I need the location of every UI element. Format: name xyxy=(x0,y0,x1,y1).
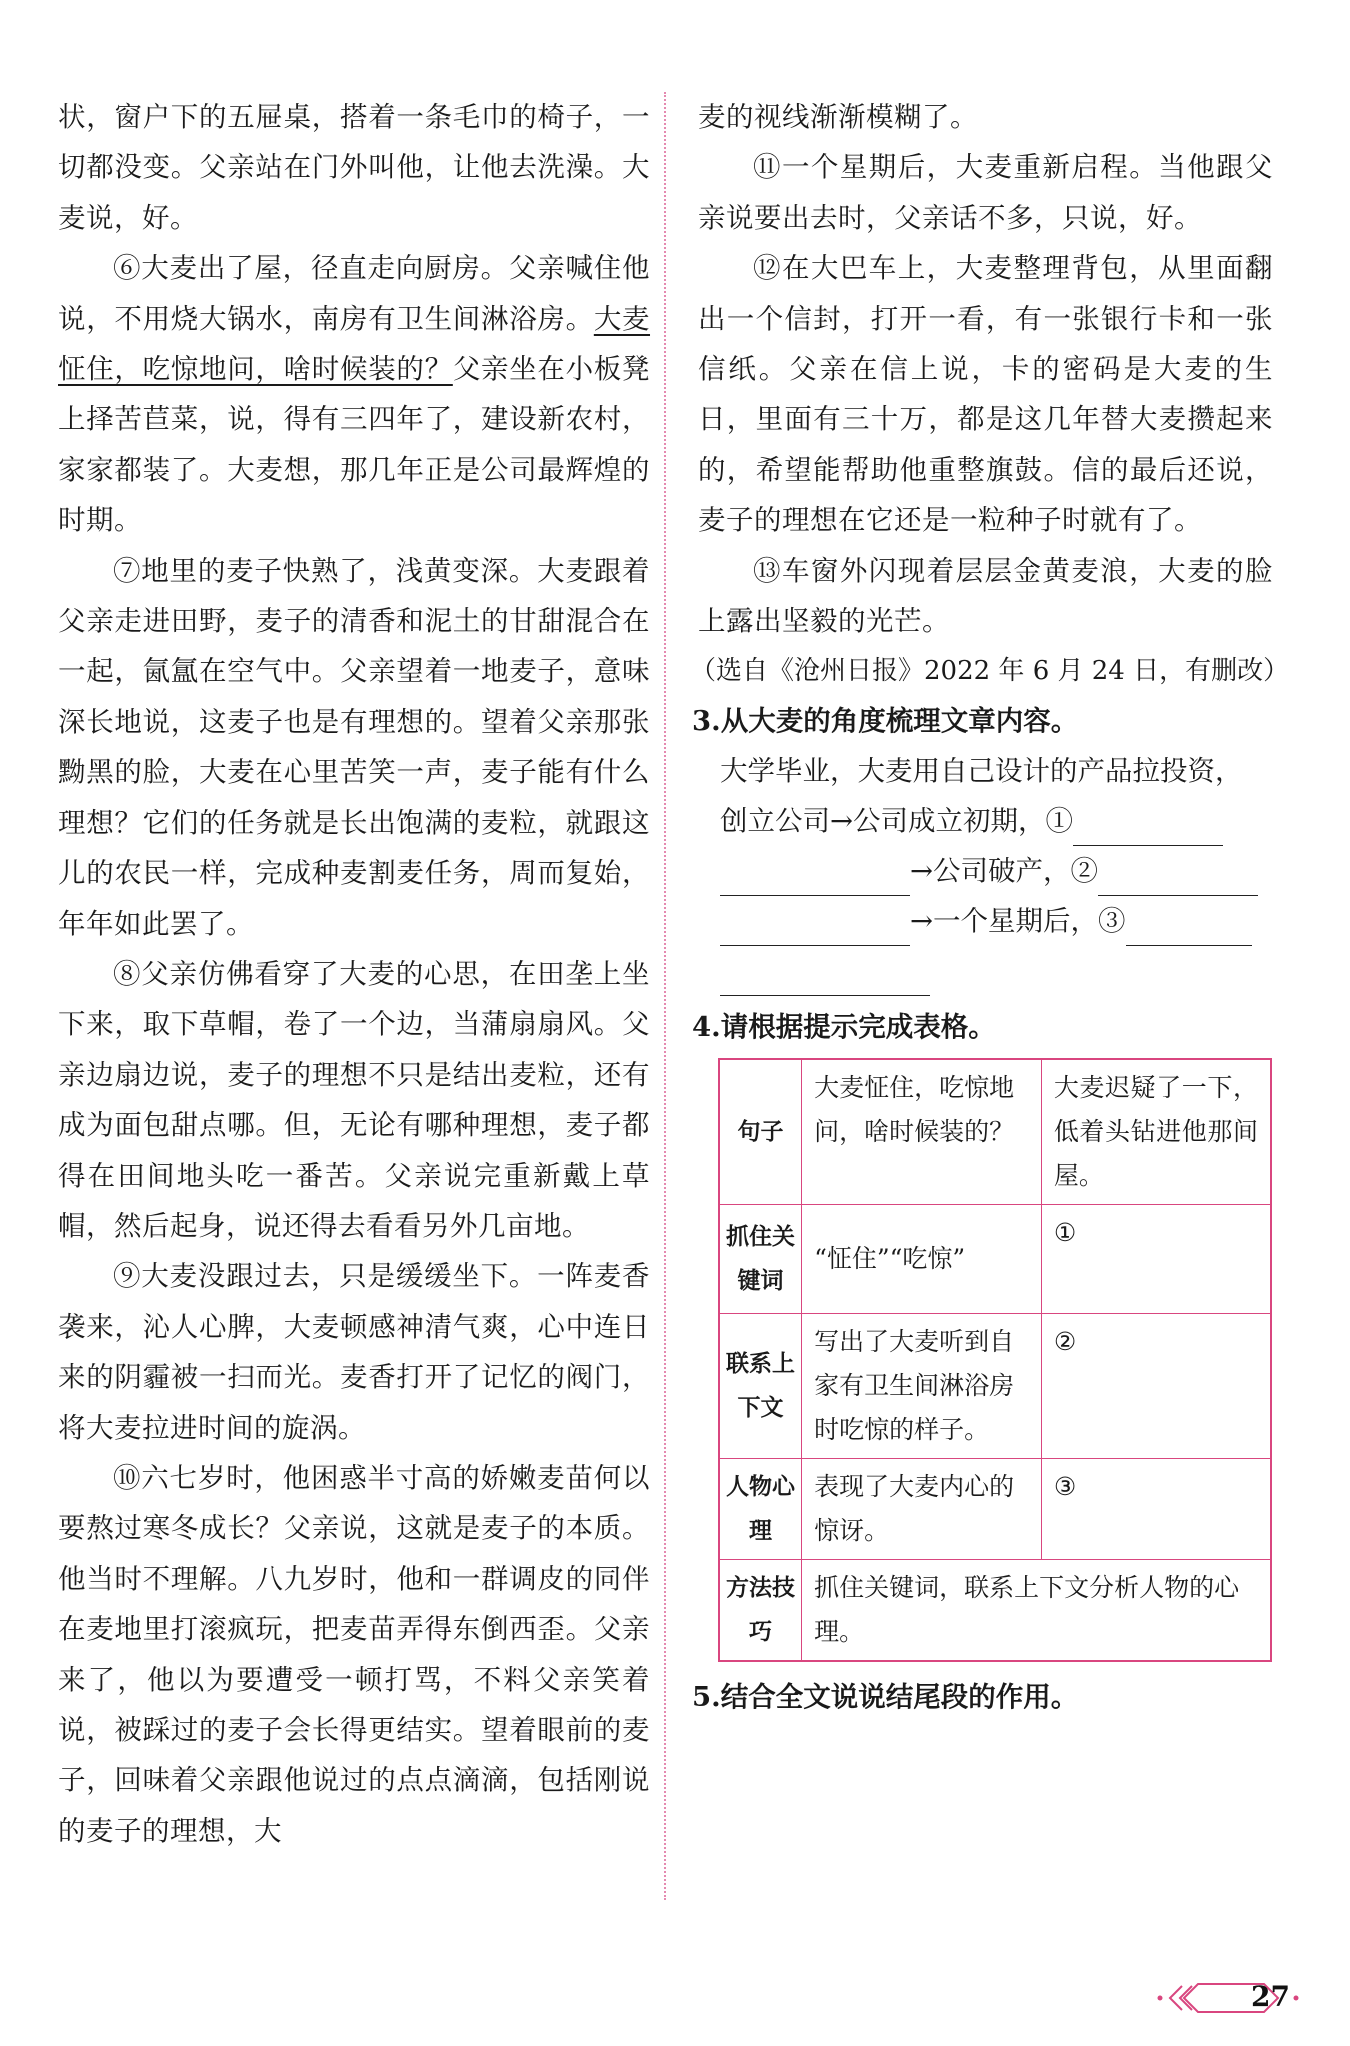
table-cell: 写出了大麦听到自家有卫生间淋浴房时吃惊的样子。 xyxy=(802,1314,1042,1459)
flow-line-5 xyxy=(720,946,1273,996)
answer-blank-2[interactable] xyxy=(1098,861,1258,896)
table-row xyxy=(719,1560,1271,1662)
table-head-cell: 联系上下文 xyxy=(719,1314,802,1459)
right-column xyxy=(690,92,1290,1722)
paragraph-7: ⑦地里的麦子快熟了，浅黄变深。大麦跟着父亲走进田野，麦子的清香和泥土的甘甜混合在一起，氤氲在空气中。父亲望着一地麦子，意味深长地说，这麦子也是有理想的。望着父亲那张黝黑的脸，大麦在心里苦笑一声，麦子能有什么理想？它们的任务就是长出饱满的麦粒，就跟这儿的农民一样，完成种麦割麦任务，周而复始，年年如此罢了。 xyxy=(58,554,650,940)
paragraph-6 xyxy=(58,243,650,545)
paragraph-10-end: 麦的视线渐渐模糊了。 xyxy=(698,101,978,133)
answer-blank-1[interactable] xyxy=(1073,811,1223,846)
analysis-table xyxy=(718,1058,1272,1662)
table-head-cell: 方法技巧 xyxy=(719,1560,802,1662)
source-citation: （选自《沧州日报》2022 年 6 月 24 日，有删改） xyxy=(690,656,1290,687)
table-cell: “怔住”“吃惊” xyxy=(802,1205,1042,1314)
question-3: 3.从大麦的角度梳理文章内容。 xyxy=(692,705,1079,738)
answer-cell-2[interactable]: ② xyxy=(1041,1314,1271,1459)
table-row xyxy=(719,1205,1271,1314)
question-5: 5.结合全文说说结尾段的作用。 xyxy=(692,1681,1079,1714)
question-4: 4.请根据提示完成表格。 xyxy=(692,1011,996,1044)
arrow-icon: → xyxy=(910,905,934,938)
paragraph-10: ⑩六七岁时，他困惑半寸高的娇嫩麦苗何以要熬过寒冬成长？父亲说，这就是麦子的本质。他当时不理解。八九岁时，他和一群调皮的同伴在麦地里打滚疯玩，把麦苗弄得东倒西歪。父亲来了，他以为要遭受一顿打骂，不料父亲笑着说，被踩过的麦子会长得更结实。望着眼前的麦子，回味着父亲跟他说过的点点滴滴，包括刚说的麦子的理想，大 xyxy=(58,1461,650,1847)
table-head-cell: 句子 xyxy=(719,1059,802,1205)
arrow-icon: → xyxy=(830,805,854,838)
table-row xyxy=(719,1459,1271,1560)
table-head-cell: 人物心理 xyxy=(719,1459,802,1560)
arrow-icon: → xyxy=(910,855,934,888)
answer-cell-3[interactable]: ③ xyxy=(1041,1459,1271,1560)
column-divider xyxy=(664,92,666,1900)
paragraph-12: ⑫在大巴车上，大麦整理背包，从里面翻出一个信封，打开一看，有一张银行卡和一张信纸。父亲在信上说，卡的密码是大麦的生日，里面有三十万，都是这几年替大麦攒起来的，希望能帮助他重整旗鼓。信的最后还说，麦子的理想在它还是一粒种子时就有了。 xyxy=(698,252,1273,537)
question-3-flow xyxy=(698,746,1273,996)
table-cell: 大麦怔住，吃惊地问，啥时候装的？ xyxy=(802,1059,1042,1205)
left-column xyxy=(58,92,650,1856)
paragraph-8: ⑧父亲仿佛看穿了大麦的心思，在田垄上坐下来，取下草帽，卷了一个边，当蒲扇扇风。父亲边扇边说，麦子的理想不只是结出麦粒，还有成为面包甜点哪。但，无论有哪种理想，麦子都得在田间地头吃一番苦。父亲说完重新戴上草帽，然后起身，说还得去看看另外几亩地。 xyxy=(58,957,650,1242)
table-row xyxy=(719,1059,1271,1205)
table-row xyxy=(719,1314,1271,1459)
flow-line-4: → 一个星期后，③ xyxy=(720,896,1273,946)
paragraph-5-end: 状，窗户下的五屉桌，搭着一条毛巾的椅子，一切都没变。父亲站在门外叫他，让他去洗澡。大麦说，好。 xyxy=(58,101,650,234)
table-head-cell: 抓住关键词 xyxy=(719,1205,802,1314)
flow-line-1: 大学毕业，大麦用自己设计的产品拉投资， xyxy=(720,755,1243,788)
paragraph-9: ⑨大麦没跟过去，只是缓缓坐下。一阵麦香袭来，沁人心脾，大麦顿感神清气爽，心中连日来的阴霾被一扫而光。麦香打开了记忆的阀门，将大麦拉进时间的旋涡。 xyxy=(58,1260,650,1444)
table-cell: 大麦迟疑了一下，低着头钻进他那间屋。 xyxy=(1041,1059,1271,1205)
underlined-sentence: 大麦怔住，吃惊地问，啥时候装的？ xyxy=(58,302,651,386)
page-number: 27 xyxy=(1251,1980,1290,2013)
table-cell: 表现了大麦内心的惊讶。 xyxy=(802,1459,1042,1560)
table-cell: 抓住关键词，联系上下文分析人物的心理。 xyxy=(802,1560,1271,1662)
flow-line-3: → 公司破产，② xyxy=(720,846,1273,896)
paragraph-13: ⑬车窗外闪现着层层金黄麦浪，大麦的脸上露出坚毅的光芒。 xyxy=(698,554,1273,638)
answer-blank-2b[interactable] xyxy=(720,911,910,946)
answer-cell-1[interactable]: ① xyxy=(1041,1205,1271,1314)
flow-line-2: 创立公司 → 公司成立初期，① xyxy=(720,796,1273,846)
paragraph-6-b: 父亲坐在小板凳上择苦苣菜，说，得有三四年了，建设新农村，家家都装了。大麦想，那几年正是公司最辉煌的时期。 xyxy=(58,353,651,537)
answer-blank-3[interactable] xyxy=(1126,911,1252,946)
answer-blank-3b[interactable] xyxy=(720,961,930,996)
paragraph-6-a: ⑥大麦出了屋，径直走向厨房。父亲喊住他说，不用烧大锅水，南房有卫生间淋浴房。 xyxy=(58,252,650,335)
answer-blank-1b[interactable] xyxy=(720,861,910,896)
paragraph-11: ⑪一个星期后，大麦重新启程。当他跟父亲说要出去时，父亲话不多，只说，好。 xyxy=(698,151,1273,234)
